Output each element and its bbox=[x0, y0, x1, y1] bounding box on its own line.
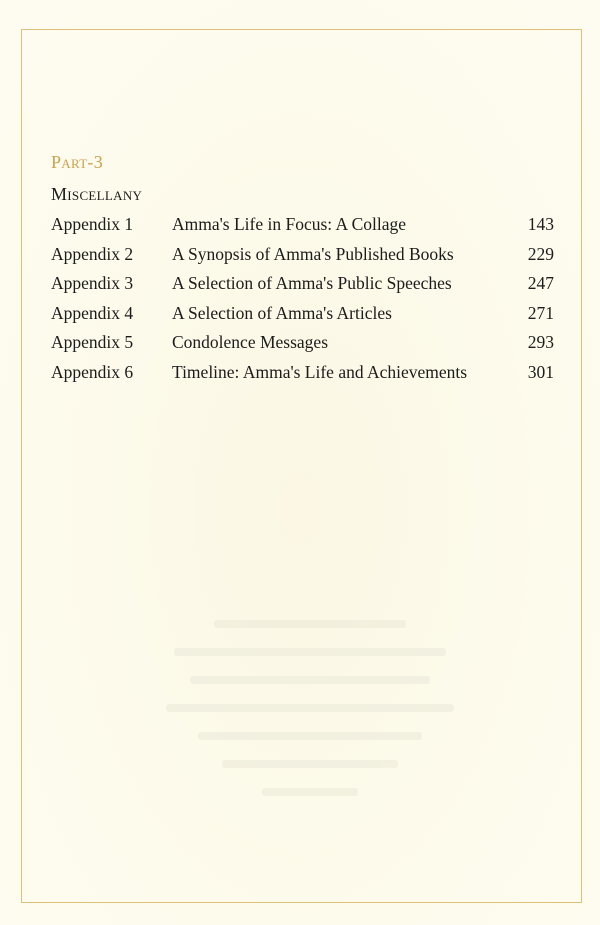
toc-appendix-label: Appendix 1 bbox=[51, 214, 134, 234]
toc-appendix-label: Appendix 2 bbox=[51, 243, 134, 264]
toc-entry-title: Condolence Messages bbox=[172, 332, 329, 353]
toc-entry-appendix-2[interactable] bbox=[51, 240, 554, 270]
toc-appendix-label: Appendix 4 bbox=[51, 302, 134, 323]
toc-page-number: 301 bbox=[527, 361, 554, 382]
toc-appendix-label: Appendix 5 bbox=[51, 332, 134, 353]
toc-page-number: 293 bbox=[527, 332, 554, 353]
toc-appendix-label: Appendix 3 bbox=[51, 273, 134, 294]
toc-page-number: 143 bbox=[527, 214, 554, 234]
show-through-text bbox=[150, 620, 470, 880]
toc-entry-appendix-3[interactable] bbox=[51, 269, 554, 299]
toc-entry-appendix-6[interactable] bbox=[51, 358, 554, 388]
part-label: Part-3 bbox=[51, 152, 104, 172]
toc-entry-appendix-4[interactable] bbox=[51, 299, 554, 329]
toc-page-number: 271 bbox=[527, 302, 554, 323]
table-of-contents bbox=[51, 210, 554, 388]
toc-entry-title: Amma's Life in Focus: A Collage bbox=[172, 214, 407, 234]
toc-page-number: 229 bbox=[527, 243, 554, 264]
toc-entry-title: A Selection of Amma's Public Speeches bbox=[172, 273, 452, 294]
toc-page-number: 247 bbox=[527, 273, 554, 294]
toc-entry-title: A Selection of Amma's Articles bbox=[172, 302, 392, 323]
toc-entry-title: Timeline: Amma's Life and Achievements bbox=[172, 361, 468, 382]
toc-appendix-label: Appendix 6 bbox=[51, 361, 134, 382]
toc-entry-title: A Synopsis of Amma's Published Books bbox=[172, 243, 454, 264]
toc-entry-appendix-1[interactable] bbox=[51, 210, 554, 240]
toc-entry-appendix-5[interactable] bbox=[51, 328, 554, 358]
section-title: Miscellany bbox=[51, 184, 143, 204]
